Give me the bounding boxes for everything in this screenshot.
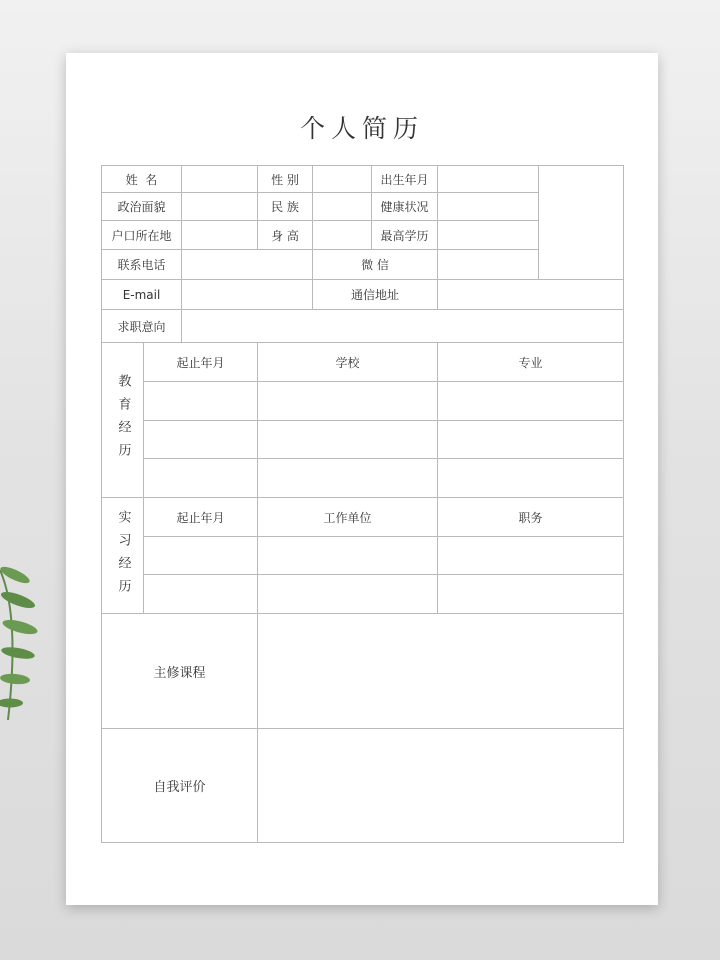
label-political: 政治面貌 [101,192,182,221]
label-ethnicity: 民 族 [257,192,313,221]
label-birth: 出生年月 [371,165,438,193]
edu-row3-school[interactable] [257,458,438,498]
phone-field[interactable] [181,249,313,280]
wechat-field[interactable] [437,249,539,280]
household-field[interactable] [181,220,258,250]
edu-row3-period[interactable] [143,458,258,498]
intern-row2-position[interactable] [437,574,624,614]
education-section-label [101,342,144,498]
edu-row1-school[interactable] [257,381,438,421]
intern-col-period: 起止年月 [143,497,258,537]
gender-field[interactable] [312,165,372,193]
name-field[interactable] [181,165,258,193]
intern-row1-company[interactable] [257,536,438,575]
edu-row1-period[interactable] [143,381,258,421]
self-evaluation-field[interactable] [257,728,624,843]
edu-row2-major[interactable] [437,420,624,459]
intern-row1-period[interactable] [143,536,258,575]
label-address: 通信地址 [312,279,438,310]
label-phone: 联系电话 [101,249,182,280]
edu-row1-major[interactable] [437,381,624,421]
birth-field[interactable] [437,165,539,193]
degree-field[interactable] [437,220,539,250]
courses-field[interactable] [257,613,624,729]
intern-row2-period[interactable] [143,574,258,614]
education-label-text: 教育经历 [115,374,131,466]
internship-section-label [101,497,144,614]
label-gender: 性 别 [257,165,313,193]
resume-page [66,53,658,905]
label-name: 姓 名 [101,165,182,193]
label-health: 健康状况 [371,192,438,221]
edu-row2-school[interactable] [257,420,438,459]
label-household: 户口所在地 [101,220,182,250]
label-courses: 主修课程 [101,613,258,729]
health-field[interactable] [437,192,539,221]
photo-box[interactable] [538,165,624,280]
intention-field[interactable] [181,309,624,343]
label-degree: 最高学历 [371,220,438,250]
intern-col-position: 职务 [437,497,624,537]
edu-row3-major[interactable] [437,458,624,498]
email-field[interactable] [181,279,313,310]
intern-row2-company[interactable] [257,574,438,614]
label-self-evaluation: 自我评价 [101,728,258,843]
plant-leaf-decoration [0,555,60,725]
ethnicity-field[interactable] [312,192,372,221]
edu-col-major: 专业 [437,342,624,382]
edu-row2-period[interactable] [143,420,258,459]
label-email: E-mail [101,279,182,310]
intern-row1-position[interactable] [437,536,624,575]
label-wechat: 微 信 [312,249,438,280]
edu-col-school: 学校 [257,342,438,382]
internship-label-text: 实习经历 [115,509,131,602]
edu-col-period: 起止年月 [143,342,258,382]
political-field[interactable] [181,192,258,221]
address-field[interactable] [437,279,624,310]
label-intention: 求职意向 [101,309,182,343]
intern-col-company: 工作单位 [257,497,438,537]
page-title: 个人简历 [299,114,424,143]
label-height: 身 高 [257,220,313,250]
height-field[interactable] [312,220,372,250]
